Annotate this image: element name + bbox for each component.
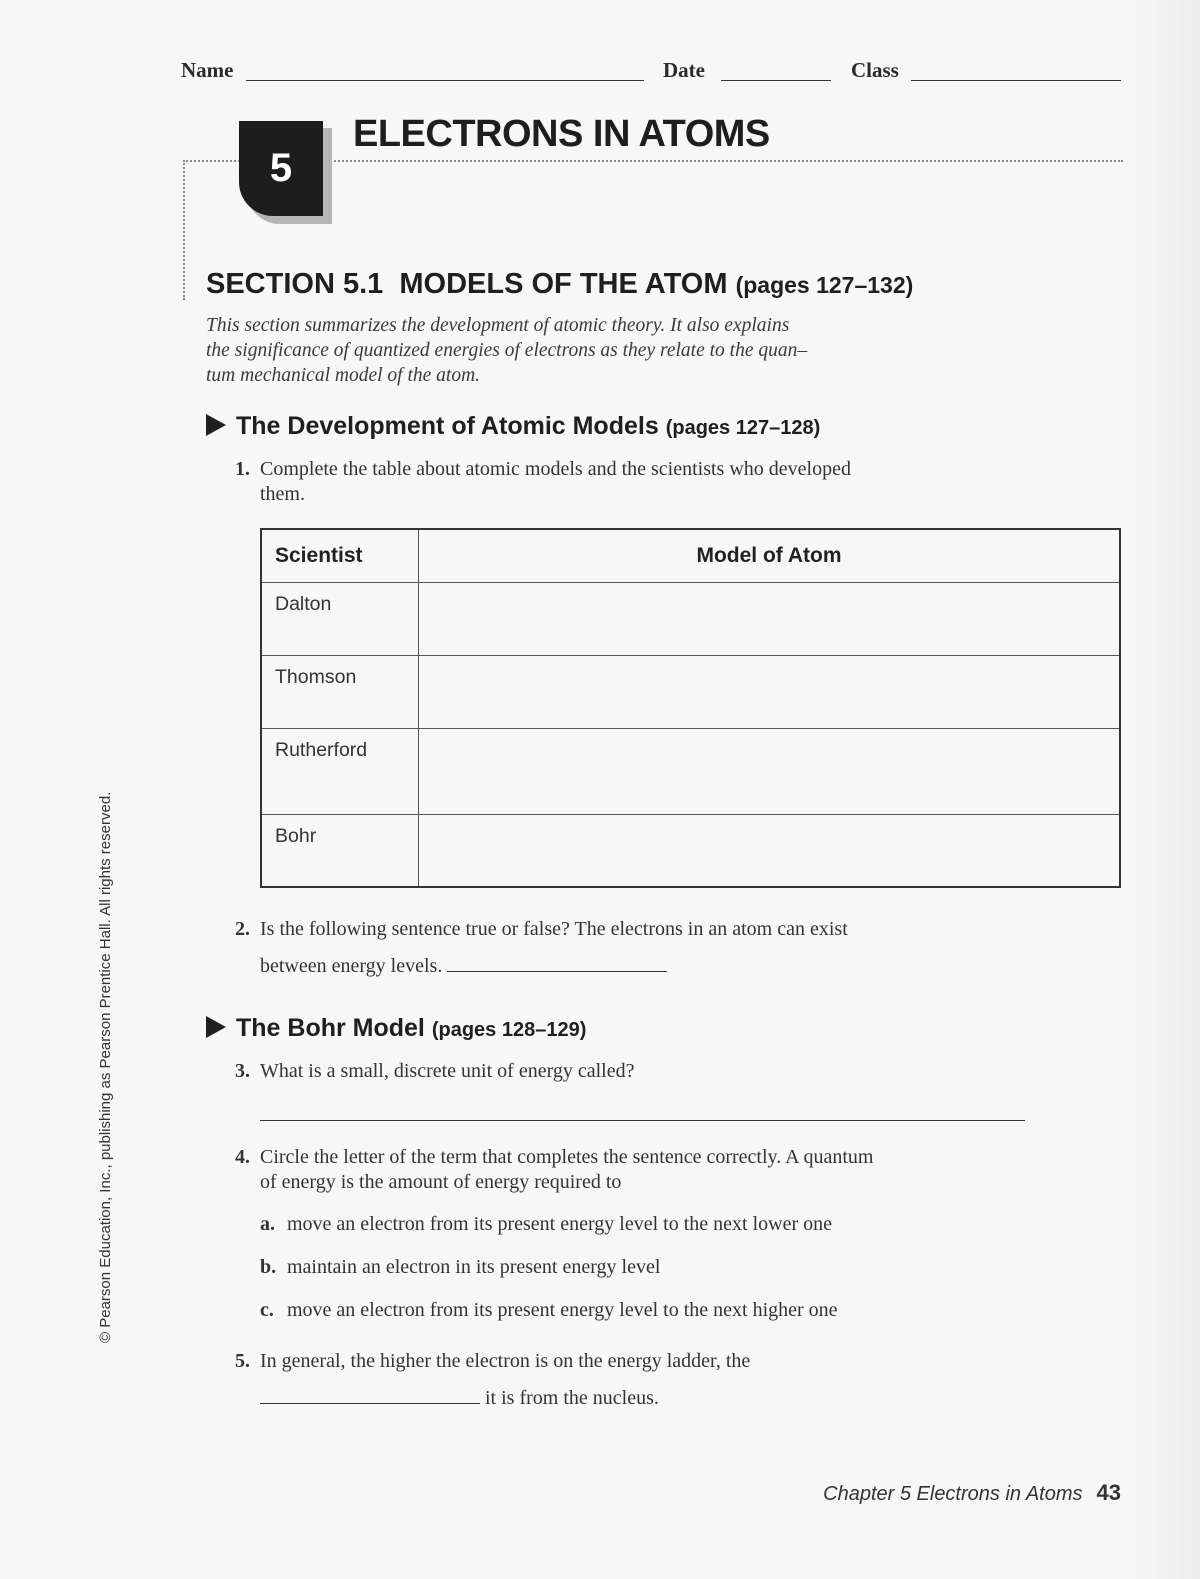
model-answer-cell[interactable] [419, 815, 1121, 887]
intro-line: the significance of quantized energies of electrons as they relate to the quan– [206, 340, 808, 361]
scientist-cell: Bohr [261, 815, 419, 887]
scientist-cell: Thomson [261, 656, 419, 729]
table-row [261, 656, 1120, 729]
option-letter: c. [260, 1299, 274, 1321]
date-label: Date [663, 58, 705, 82]
table-row [261, 815, 1120, 887]
table-row [261, 583, 1120, 656]
question-4 [235, 1145, 873, 1195]
table-row [261, 729, 1120, 815]
name-field[interactable] [246, 80, 644, 81]
question-text-cont: between energy levels. [260, 955, 443, 977]
atomic-models-table [260, 528, 1121, 888]
question-text: Complete the table about atomic models and the scientists who developed [260, 458, 851, 480]
question-number: 2. [235, 918, 250, 940]
header-model: Model of Atom [419, 529, 1121, 583]
page-footer [823, 1480, 1121, 1506]
chapter-title: ELECTRONS IN ATOMS [353, 113, 770, 155]
subhead-atomic-models [206, 412, 820, 441]
question-1 [235, 457, 851, 507]
question-number: 4. [235, 1146, 250, 1168]
subhead-pages: (pages 128–129) [431, 1019, 587, 1041]
intro-line: tum mechanical model of the atom. [206, 365, 481, 386]
option-letter: a. [260, 1213, 275, 1235]
question-number: 3. [235, 1060, 250, 1082]
name-label: Name [181, 58, 234, 82]
answer-line[interactable] [260, 1120, 1025, 1121]
table-header-row [261, 529, 1120, 583]
model-answer-cell[interactable] [419, 729, 1121, 815]
section-title-text: SECTION 5.1 MODELS OF THE ATOM [206, 268, 728, 300]
question-2 [235, 911, 848, 985]
triangle-arrow-icon [206, 1016, 226, 1038]
scientist-cell: Rutherford [261, 729, 419, 815]
triangle-arrow-icon [206, 414, 226, 436]
subhead-title: The Development of Atomic Models [236, 412, 659, 440]
footer-chapter: Chapter 5 Electrons in Atoms [823, 1483, 1083, 1505]
option-c[interactable] [260, 1299, 838, 1322]
subhead-pages: (pages 127–128) [665, 417, 821, 439]
option-text: maintain an electron in its present energy level [287, 1256, 661, 1278]
model-answer-cell[interactable] [419, 656, 1121, 729]
page-edge-shade [1130, 0, 1200, 1579]
question-text: Circle the letter of the term that completes the sentence correctly. A quantum [260, 1146, 874, 1168]
copyright-notice: © Pearson Education, Inc., publishing as Pearson Prentice Hall. All rights reserved. [97, 791, 114, 1343]
question-text-cont: it is from the nucleus. [485, 1387, 659, 1409]
question-text: What is a small, discrete unit of energy called? [260, 1060, 635, 1082]
section-pages: (pages 127–132) [735, 272, 914, 298]
class-label: Class [851, 58, 899, 82]
subhead-bohr-model [206, 1014, 586, 1043]
question-number: 1. [235, 458, 250, 480]
subhead-title: The Bohr Model [236, 1014, 425, 1042]
model-answer-cell[interactable] [419, 583, 1121, 656]
question-text-cont: of energy is the amount of energy required to [260, 1171, 622, 1193]
answer-blank[interactable] [260, 1385, 480, 1404]
question-text: In general, the higher the electron is on the energy ladder, the [260, 1350, 751, 1372]
question-text: Is the following sentence true or false? The electrons in an atom can exist [260, 918, 848, 940]
option-b[interactable] [260, 1256, 660, 1279]
answer-blank[interactable] [447, 953, 667, 972]
question-3 [235, 1059, 635, 1084]
date-field[interactable] [721, 80, 831, 81]
section-title [206, 268, 913, 301]
option-text: move an electron from its present energy level to the next lower one [287, 1213, 832, 1235]
chapter-rule-vertical [183, 160, 185, 300]
page-number: 43 [1096, 1480, 1121, 1505]
option-a[interactable] [260, 1213, 832, 1236]
question-5 [235, 1343, 750, 1417]
class-field[interactable] [911, 80, 1121, 81]
chapter-number-badge: 5 [239, 121, 323, 216]
question-text-cont: them. [260, 483, 305, 505]
intro-line: This section summarizes the development of atomic theory. It also explains [206, 315, 790, 336]
option-letter: b. [260, 1256, 277, 1278]
section-intro [206, 313, 906, 388]
option-text: move an electron from its present energy level to the next higher one [287, 1299, 838, 1321]
question-number: 5. [235, 1350, 250, 1372]
header-scientist: Scientist [261, 529, 419, 583]
scientist-cell: Dalton [261, 583, 419, 656]
